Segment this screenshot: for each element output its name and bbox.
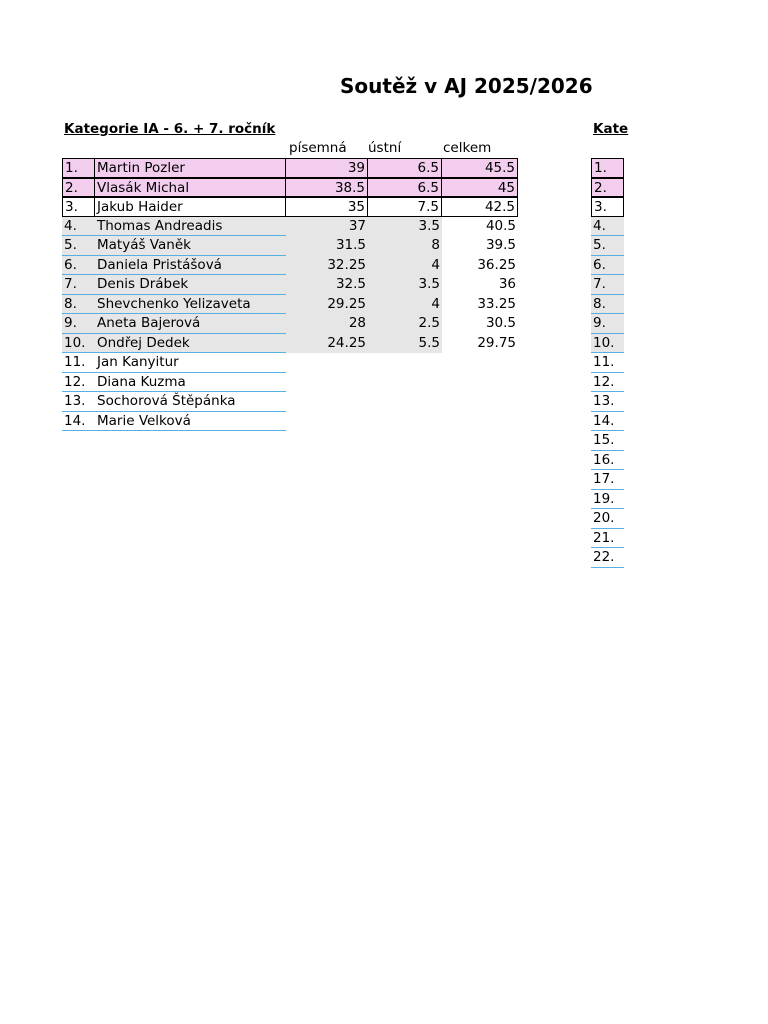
total-score-cell	[442, 353, 518, 373]
table-row	[591, 529, 624, 549]
table-row	[591, 178, 624, 198]
total-score-cell	[442, 373, 518, 393]
total-score-cell: 33.25	[477, 295, 516, 312]
rank-cell: 6.	[62, 256, 95, 276]
oral-score-cell	[368, 373, 442, 393]
table-row	[591, 392, 624, 412]
total-score-cell: 45.5	[442, 158, 518, 178]
written-score-cell: 39	[286, 158, 368, 178]
written-score-cell: 24.25	[286, 334, 368, 354]
total-score-cell: 42.5	[442, 197, 518, 217]
rank-cell: 1.	[591, 158, 624, 178]
rank-cell: 9.	[62, 314, 95, 334]
oral-score-cell: 2.5	[368, 314, 442, 334]
rank-cell: 5.	[591, 236, 624, 256]
oral-score-cell: 7.5	[368, 197, 442, 217]
rank-cell: 5.	[62, 236, 95, 256]
category-heading-ia: Kategorie IA - 6. + 7. ročník	[64, 121, 276, 137]
rank-cell: 12.	[62, 373, 95, 393]
total-score-cell: 30.5	[485, 315, 516, 331]
table-row	[591, 295, 624, 315]
written-score-cell	[286, 392, 368, 412]
written-score-cell: 32.5	[286, 275, 368, 295]
table-row	[591, 548, 624, 568]
rank-cell: 6.	[591, 256, 624, 276]
name-cell: Matyáš Vaněk	[95, 236, 286, 256]
oral-score-cell	[368, 412, 442, 432]
oral-score-cell: 6.5	[368, 158, 442, 178]
rank-cell: 13.	[591, 392, 624, 412]
rank-cell: 3.	[591, 197, 624, 217]
table-row	[591, 470, 624, 490]
total-score-cell: 29.75	[477, 334, 516, 351]
oral-score-cell: 8	[368, 236, 442, 256]
written-score-cell: 29.25	[286, 295, 368, 315]
rank-cell: 1.	[62, 158, 95, 178]
rank-cell: 8.	[591, 295, 624, 315]
total-score-cell	[442, 412, 518, 432]
total-score-cell: 36	[498, 276, 516, 292]
rank-cell: 10.	[62, 334, 95, 354]
written-score-cell: 31.5	[286, 236, 368, 256]
results-table-right	[591, 158, 624, 568]
table-row	[591, 373, 624, 393]
total-score-cell	[442, 392, 518, 412]
column-header-total: celkem	[443, 140, 492, 156]
rank-cell: 9.	[591, 314, 624, 334]
rank-cell: 19.	[591, 490, 624, 510]
name-cell: Aneta Bajerová	[95, 314, 286, 334]
rank-cell: 17.	[591, 470, 624, 490]
written-score-cell: 38.5	[286, 178, 368, 198]
oral-score-cell: 4	[368, 295, 442, 315]
name-cell: Thomas Andreadis	[95, 217, 286, 237]
rank-cell: 2.	[62, 178, 95, 198]
table-row	[591, 431, 624, 451]
rank-cell: 12.	[591, 373, 624, 393]
column-header-oral: ústní	[368, 140, 402, 156]
name-cell: Denis Drábek	[95, 275, 286, 295]
category-heading-right: Kate	[593, 121, 629, 137]
rank-cell: 3.	[62, 197, 95, 217]
rank-cell: 10.	[591, 334, 624, 354]
oral-score-cell	[368, 353, 442, 373]
column-header-written: písemná	[289, 140, 347, 156]
table-row	[591, 217, 624, 237]
total-score-cell: 39.5	[485, 237, 516, 253]
rank-cell: 14.	[591, 412, 624, 432]
table-row	[591, 256, 624, 276]
page-title: Soutěž v AJ 2025/2026	[340, 74, 593, 98]
table-row	[591, 451, 624, 471]
table-row	[591, 334, 624, 354]
oral-score-cell: 4	[368, 256, 442, 276]
oral-score-cell: 6.5	[368, 178, 442, 198]
written-score-cell	[286, 412, 368, 432]
written-score-cell: 32.25	[286, 256, 368, 276]
total-score-cell: 40.5	[485, 217, 516, 234]
name-cell: Daniela Pristášová	[95, 256, 286, 276]
rank-cell: 11.	[591, 353, 624, 373]
rank-cell: 11.	[62, 353, 95, 373]
table-row	[591, 197, 624, 217]
rank-cell: 22.	[591, 548, 624, 568]
name-cell: Jakub Haider	[95, 197, 286, 217]
rank-cell: 7.	[591, 275, 624, 295]
written-score-cell: 28	[286, 314, 368, 334]
oral-score-cell: 3.5	[368, 217, 442, 237]
name-cell: Shevchenko Yelizaveta	[95, 295, 286, 315]
table-row	[591, 509, 624, 529]
rank-cell: 13.	[62, 392, 95, 412]
name-cell: Diana Kuzma	[95, 373, 286, 393]
total-score-cell: 45	[442, 178, 518, 198]
table-row	[591, 412, 624, 432]
rank-cell: 21.	[591, 529, 624, 549]
name-cell: Marie Velková	[95, 412, 286, 432]
rank-cell: 8.	[62, 295, 95, 315]
name-cell: Vlasák Michal	[95, 178, 286, 198]
total-score-cell: 36.25	[477, 256, 516, 273]
name-cell: Ondřej Dedek	[95, 334, 286, 354]
written-score-cell: 37	[286, 217, 368, 237]
written-score-cell: 35	[286, 197, 368, 217]
rank-cell: 15.	[591, 431, 624, 451]
table-row	[591, 490, 624, 510]
table-row	[591, 353, 624, 373]
written-score-cell	[286, 353, 368, 373]
name-cell: Martin Pozler	[95, 158, 286, 178]
oral-score-cell: 5.5	[368, 334, 442, 354]
table-row	[591, 314, 624, 334]
rank-cell: 7.	[62, 275, 95, 295]
rank-cell: 14.	[62, 412, 95, 432]
table-row	[591, 275, 624, 295]
table-row	[591, 236, 624, 256]
rank-cell: 4.	[62, 217, 95, 237]
rank-cell: 2.	[591, 178, 624, 198]
written-score-cell	[286, 373, 368, 393]
name-cell: Jan Kanyitur	[95, 353, 286, 373]
name-cell: Sochorová Štěpánka	[95, 392, 286, 412]
table-row	[591, 158, 624, 178]
rank-cell: 16.	[591, 451, 624, 471]
oral-score-cell	[368, 392, 442, 412]
rank-cell: 4.	[591, 217, 624, 237]
oral-score-cell: 3.5	[368, 275, 442, 295]
rank-cell: 20.	[591, 509, 624, 529]
